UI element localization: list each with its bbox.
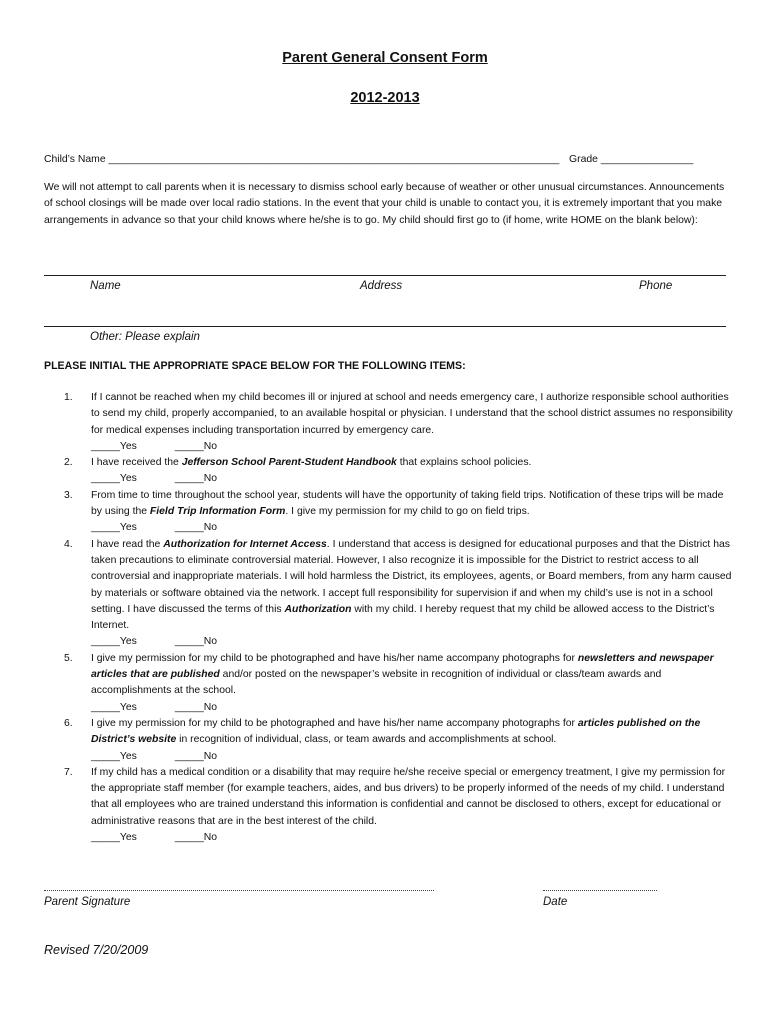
no-initial-field[interactable]: _____No xyxy=(174,522,218,534)
yes-initial-field[interactable]: _____Yes xyxy=(91,832,137,844)
item-number: 5. xyxy=(64,652,73,664)
consent-item-4 xyxy=(44,537,734,635)
other-explain-label: Other: Please explain xyxy=(90,331,200,343)
no-initial-field[interactable]: _____No xyxy=(174,701,218,713)
item-text: I give my permission for my child to be photographed and have his/her name accompany photographs for articles published on the District’s website in recognition of individual, class, or team awards and accomplishments at school. xyxy=(91,717,701,746)
yes-no-row-5 xyxy=(44,700,734,716)
grade-label: Grade xyxy=(569,154,598,165)
item-number: 1. xyxy=(64,392,73,403)
child-name-label: Child’s Name xyxy=(44,154,106,165)
item-text: I have received the Jefferson School Parent-Student Handbook that explains school policies. xyxy=(91,457,532,469)
yes-initial-field[interactable]: _____Yes xyxy=(91,636,137,648)
no-initial-field[interactable]: _____No xyxy=(174,832,218,844)
item-text: I have read the Authorization for Internet Access. I understand that access is designed for educational purposes and that the District has taken precautions to eliminate controversial material. However, I also recognize it is impossible for the District to restrict access to all controversial and inappropriate materials. I will hold harmless the District, its employees, agents, or Board members, from any harm caused by materials or software obtained via the network. I accept full responsibility for supervision if and when my child’s use is not in a school setting. I have discussed the terms of this Authorization with my child. I hereby request that my child be allowed access to the District’s Internet. xyxy=(91,538,732,632)
item-number: 6. xyxy=(64,717,73,729)
no-initial-field[interactable]: _____No xyxy=(174,636,218,648)
consent-item-2 xyxy=(44,455,734,471)
yes-no-row-6 xyxy=(44,749,734,765)
yes-no-row-3 xyxy=(44,520,734,536)
consent-items-list xyxy=(44,390,734,846)
form-title: Parent General Consent Form xyxy=(282,50,488,66)
consent-item-1 xyxy=(44,390,734,439)
parent-signature-field[interactable] xyxy=(44,890,434,891)
consent-item-3 xyxy=(44,488,734,521)
name-column-label: Name xyxy=(90,280,121,292)
date-label: Date xyxy=(543,896,568,908)
parent-signature-label: Parent Signature xyxy=(44,896,131,908)
date-field[interactable] xyxy=(543,890,657,891)
item-number: 2. xyxy=(64,457,73,469)
consent-item-6 xyxy=(44,716,734,749)
item-text: I give my permission for my child to be photographed and have his/her name accompany photographs for newsletters and newspaper articles that are published and/or posted on the newspaper’s website in recognition of individual or class/team awards and accomplishments at the school. xyxy=(91,652,714,697)
address-column-label: Address xyxy=(360,280,403,292)
yes-initial-field[interactable]: _____Yes xyxy=(91,440,137,452)
instructions-heading: PLEASE INITIAL THE APPROPRIATE SPACE BELOW FOR THE FOLLOWING ITEMS: xyxy=(44,360,466,372)
grade-field[interactable]: ________________ xyxy=(600,154,694,165)
table-middle-rule xyxy=(44,326,726,327)
yes-no-row-7 xyxy=(44,830,734,846)
item-text: If I cannot be reached when my child becomes ill or injured at school and needs emergency care, I authorize responsible school authorities to send my child, properly accompanied, to an available hospital or physician. I understand that the school district assumes no responsibility for medical expenses including transportation incurred by emergency care. xyxy=(91,392,733,436)
intro-paragraph: We will not attempt to call parents when it is necessary to dismiss school early because of weather or other unusual circumstances. Announcements of school closings will be made over local radio stations. In the event that your child is unable to contact you, it is extremely important that you make arrangements in advance so that your child knows where he/she is to go. My child should first go to (if home, write HOME on the blank below): xyxy=(44,182,725,226)
no-initial-field[interactable]: _____No xyxy=(174,750,218,762)
yes-no-row-2 xyxy=(44,471,734,487)
item-number: 3. xyxy=(64,489,73,501)
yes-no-row-4 xyxy=(44,634,734,650)
yes-initial-field[interactable]: _____Yes xyxy=(91,522,137,534)
consent-item-5 xyxy=(44,651,734,700)
child-name-field[interactable]: ______________________________________________________________________________ xyxy=(108,154,560,165)
no-initial-field[interactable]: _____No xyxy=(174,440,218,452)
yes-no-row-1 xyxy=(44,439,734,455)
item-text: If my child has a medical condition or a disability that may require he/she receive special or emergency treatment, I give my permission for the appropriate staff member (for example teachers, aides, and bus drivers) to be properly informed of the needs of my child. I understand that all employees who are trained understand this information is confidential and cannot be disclosed to others, except for educational or administrative reasons that are in the best interest of the child. xyxy=(91,766,726,827)
form-year: 2012-2013 xyxy=(350,90,420,106)
no-initial-field[interactable]: _____No xyxy=(174,473,218,485)
consent-item-7 xyxy=(44,765,734,830)
item-text: From time to time throughout the school year, students will have the opportunity of taking field trips. Notification of these trips will be made by using the Field Trip Information Form. I give my permission for my child to go on field trips. xyxy=(91,489,724,518)
item-number: 4. xyxy=(64,538,73,550)
revised-date: Revised 7/20/2009 xyxy=(44,943,149,957)
phone-column-label: Phone xyxy=(639,280,673,292)
table-top-rule xyxy=(44,275,726,276)
item-number: 7. xyxy=(64,766,73,778)
yes-initial-field[interactable]: _____Yes xyxy=(91,750,137,762)
yes-initial-field[interactable]: _____Yes xyxy=(91,473,137,485)
yes-initial-field[interactable]: _____Yes xyxy=(91,701,137,713)
child-name-row xyxy=(44,152,693,168)
